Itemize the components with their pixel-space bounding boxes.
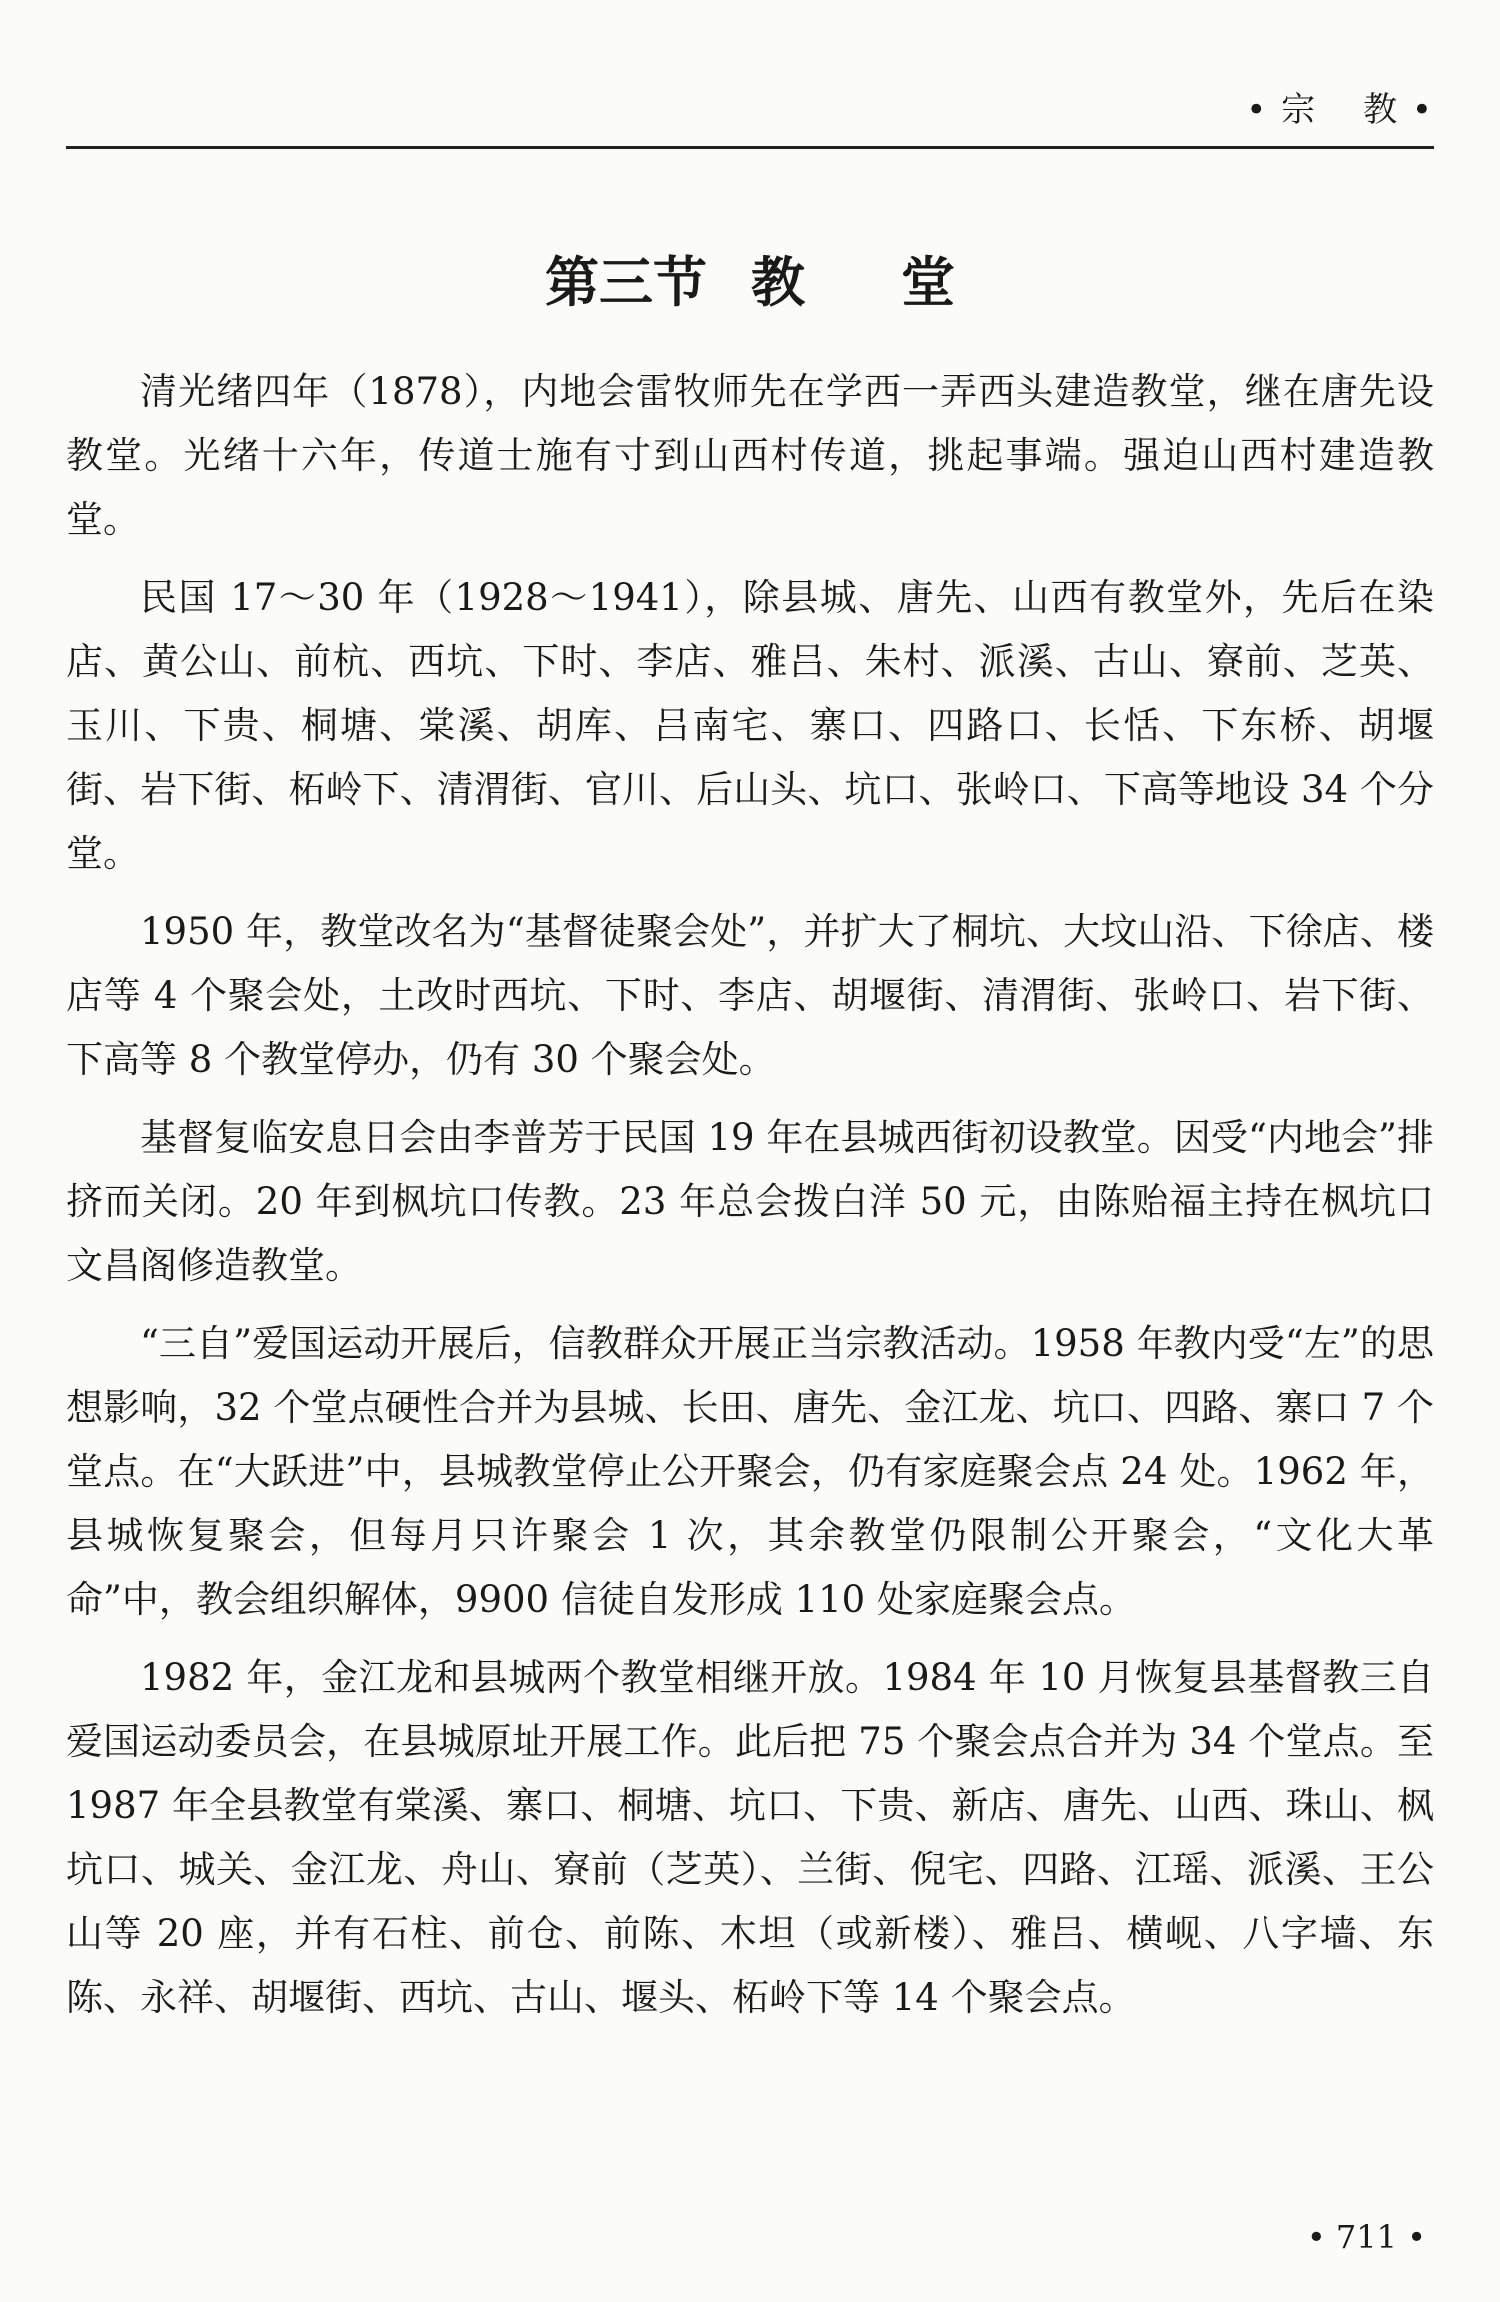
header-rule — [66, 146, 1434, 149]
paragraph: 基督复临安息日会由李普芳于民国 19 年在县城西街初设教堂。因受“内地会”排挤而关闭。20 年到枫坑口传教。23 年总会拨白洋 50 元，由陈贻福主持在枫坑口文昌阁修造教堂。 — [66, 1116, 1434, 1287]
body-text — [66, 360, 1434, 2044]
section-title — [0, 240, 1500, 317]
running-header-left: • 宗 — [1246, 90, 1318, 130]
paragraph: 1982 年，金江龙和县城两个教堂相继开放。1984 年 10 月恢复县基督教三自爱国运动委员会，在县城原址开展工作。此后把 75 个聚会点合并为 34 个堂点。至 1987 年全县教堂有棠溪、寨口、桐塘、坑口、下贵、新店、唐先、山西、珠山、枫坑口、城关、金江龙、舟山、寮前（芝英）、兰街、倪宅、四路、江瑶、派溪、王公山等 20 座，并有石柱、前仓、前陈、木坦（或新楼）、雅吕、横岘、八字墙、东陈、永祥、胡堰街、西坑、古山、堰头、柘岭下等 14 个聚会点。 — [66, 1656, 1434, 2019]
section-number: 第三节 — [545, 250, 707, 314]
paragraph: 1950 年，教堂改名为“基督徒聚会处”，并扩大了桐坑、大坟山沿、下徐店、楼店等 4 个聚会处，土改时西坑、下时、李店、胡堰街、清渭街、张岭口、岩下街、下高等 8 个教堂停办，仍有 30 个聚会处。 — [66, 910, 1434, 1081]
paragraph: 民国 17～30 年（1928～1941），除县城、唐先、山西有教堂外，先后在染店、黄公山、前杭、西坑、下时、李店、雅吕、朱村、派溪、古山、寮前、芝英、玉川、下贵、桐塘、棠溪、胡库、吕南宅、寨口、四路口、长恬、下东桥、胡堰街、岩下街、柘岭下、清渭街、官川、后山头、坑口、张岭口、下高等地设 34 个分堂。 — [66, 576, 1434, 875]
page-number: • 711 • — [1306, 2218, 1426, 2256]
running-header — [1246, 82, 1434, 131]
running-header-right: 教 • — [1363, 90, 1434, 130]
paragraph: 清光绪四年（1878），内地会雷牧师先在学西一弄西头建造教堂，继在唐先设教堂。光绪十六年，传道士施有寸到山西村传道，挑起事端。强迫山西村建造教堂。 — [66, 370, 1434, 541]
paragraph: “三自”爱国运动开展后，信教群众开展正当宗教活动。1958 年教内受“左”的思想影响，32 个堂点硬性合并为县城、长田、唐先、金江龙、坑口、四路、寨口 7 个堂点。在“大跃进”中，县城教堂停止公开聚会，仍有家庭聚会点 24 处。1962 年，县城恢复聚会，但每月只许聚会 1 次，其余教堂仍限制公开聚会，“文化大革命”中，教会组织解体，9900 信徒自发形成 110 处家庭聚会点。 — [66, 1322, 1434, 1621]
section-name: 教堂 — [751, 250, 1051, 314]
